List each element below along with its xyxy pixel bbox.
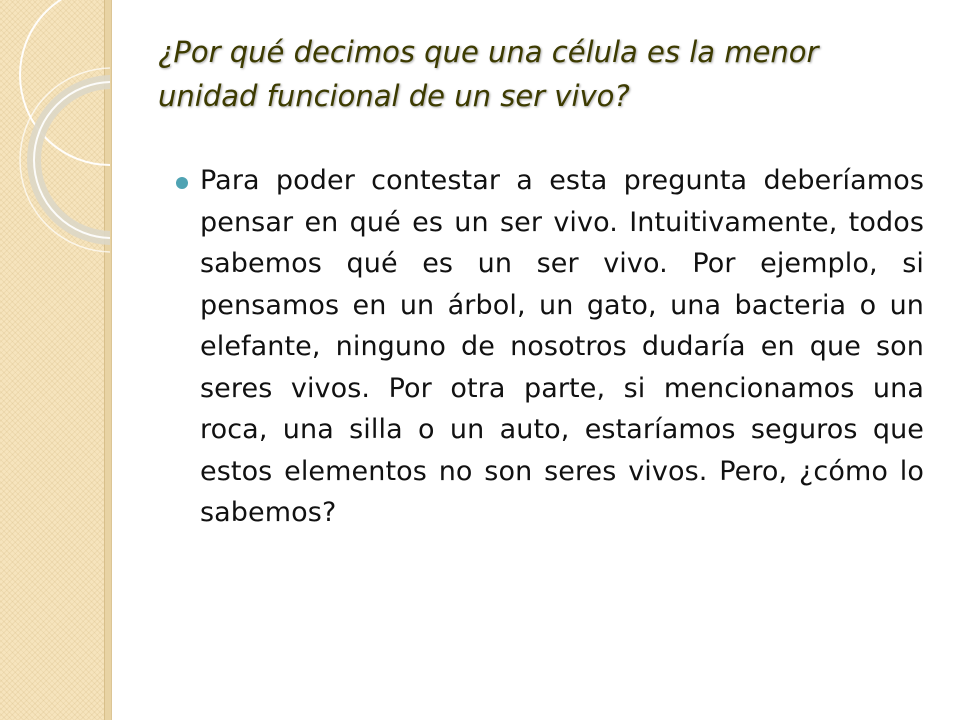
decorative-circles: [0, 0, 110, 720]
bullet-text: Para poder contestar a esta pregunta deberíamos pensar en qué es un ser vivo. Intuitivamente, todos sabemos qué es un ser vivo. Por ejemplo, si pensamos en un árbol, un gato, una bacteria o un elefante, ninguno de nosotros dudaría en que son seres vivos. Por otra parte, si mencionamos una roca, una silla o un auto, estaríamos seguros que estos elementos no son seres vivos. Pero, ¿cómo lo sabemos?: [200, 165, 924, 528]
slide-title: ¿Por qué decimos que una célula es la menor unidad funcional de un ser vivo?: [158, 35, 819, 113]
bullet-list: [176, 160, 924, 534]
bullet-icon: [176, 177, 188, 189]
